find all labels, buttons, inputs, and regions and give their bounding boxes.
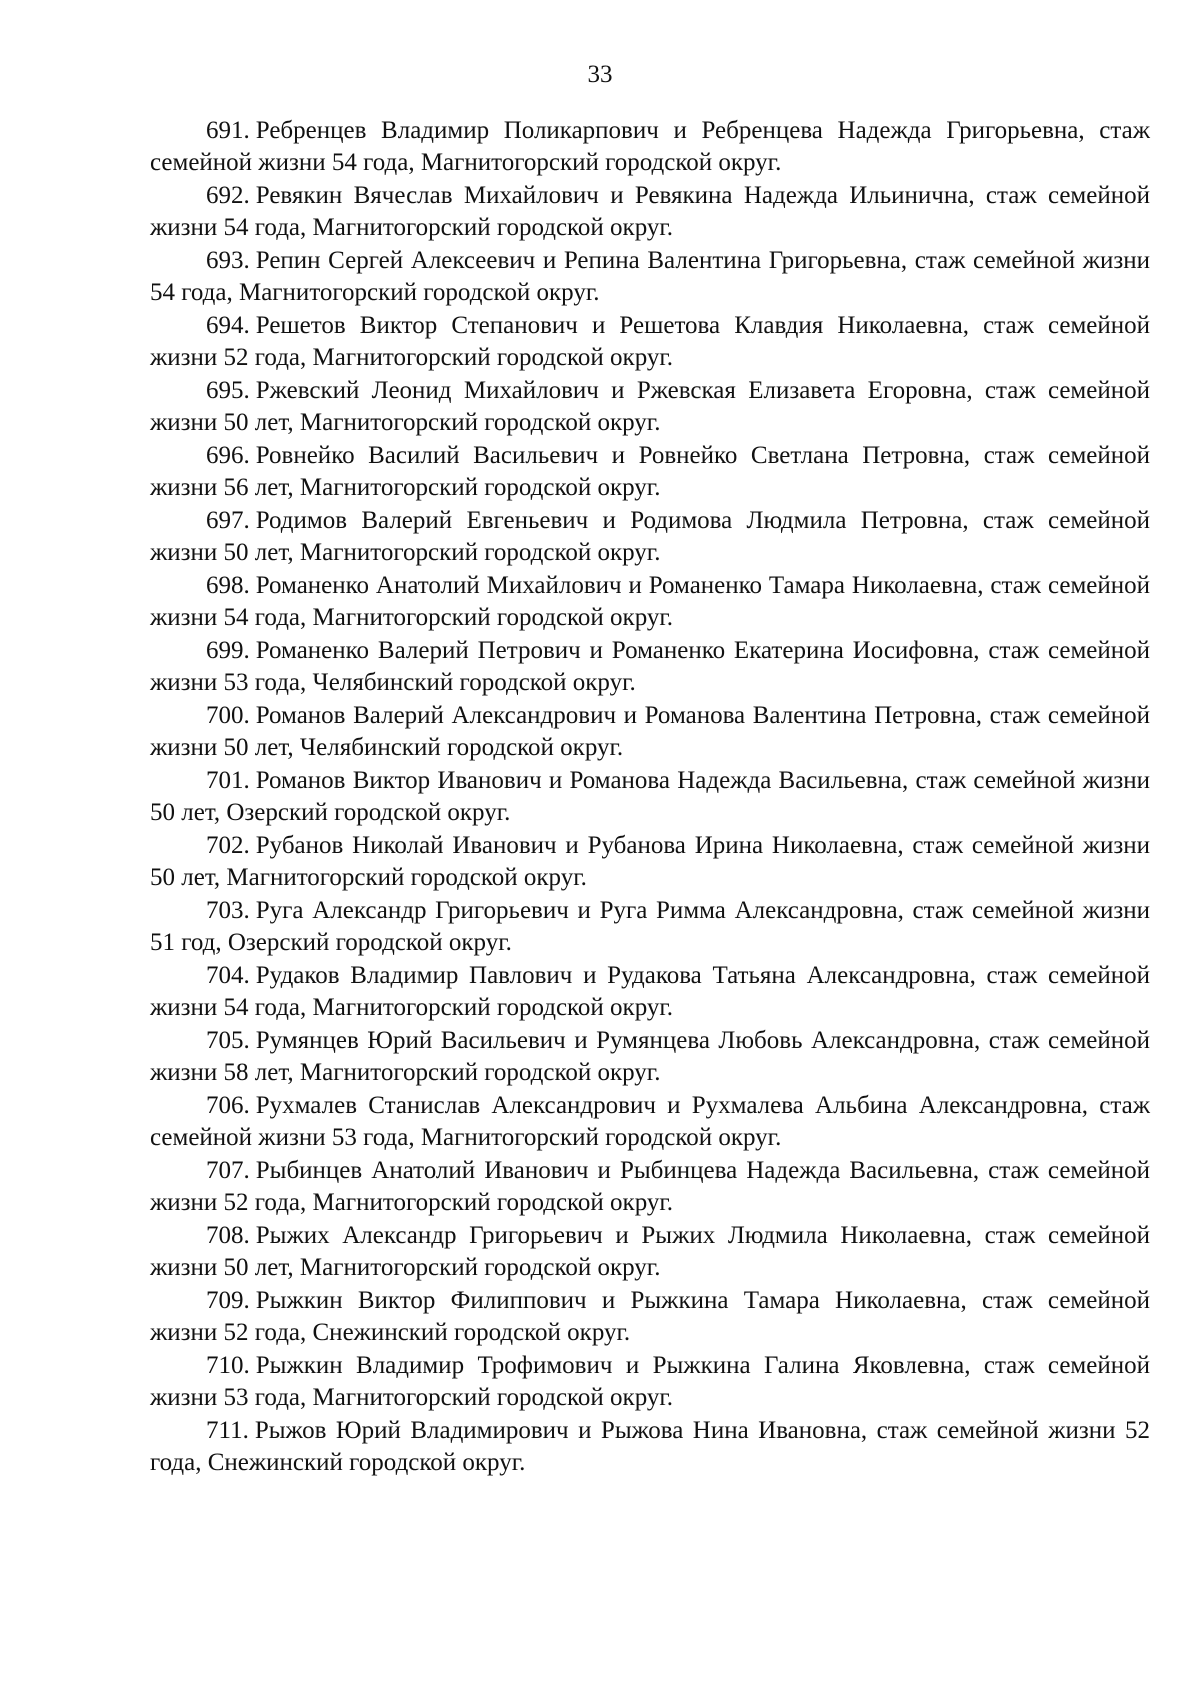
entry-number: 704.: [206, 962, 250, 989]
entry-text: Решетов Виктор Степанович и Решетова Клавдия Николаевна, стаж семейной жизни 52 года, Магнитогорский городской округ.: [150, 312, 1150, 371]
entry-number: 708.: [206, 1222, 250, 1249]
page-number: 33: [587, 61, 613, 88]
list-item: [150, 245, 1150, 309]
entry-text: Рыжов Юрий Владимирович и Рыжова Нина Ивановна, стаж семейной жизни 52 года, Снежинский городской округ.: [150, 1417, 1150, 1476]
list-item: [150, 765, 1150, 829]
list-item: [150, 895, 1150, 959]
entry-number: 705.: [206, 1027, 250, 1054]
entry-text: Романенко Анатолий Михайлович и Романенко Тамара Николаевна, стаж семейной жизни 54 года, Магнитогорский городской округ.: [150, 572, 1150, 631]
entry-number: 699.: [206, 637, 250, 664]
entry-text: Рыжкин Владимир Трофимович и Рыжкина Галина Яковлевна, стаж семейной жизни 53 года, Магнитогорский городской округ.: [150, 1352, 1150, 1411]
list-item: [150, 310, 1150, 374]
list-item: [150, 375, 1150, 439]
entry-number: 701.: [206, 767, 250, 794]
entry-number: 698.: [206, 572, 250, 599]
entry-number: 692.: [206, 182, 250, 209]
entry-number: 706.: [206, 1092, 250, 1119]
entry-number: 691.: [206, 117, 250, 144]
list-item: [150, 1285, 1150, 1349]
list-item: [150, 960, 1150, 1024]
list-item: [150, 505, 1150, 569]
entry-text: Рыбинцев Анатолий Иванович и Рыбинцева Надежда Васильевна, стаж семейной жизни 52 года, Магнитогорский городской округ.: [150, 1157, 1150, 1216]
list-item: [150, 700, 1150, 764]
entry-number: 700.: [206, 702, 250, 729]
entry-text: Рухмалев Станислав Александрович и Рухмалева Альбина Александровна, стаж семейной жизни 53 года, Магнитогорский городской округ.: [150, 1092, 1150, 1151]
list-item: [150, 180, 1150, 244]
entry-number: 695.: [206, 377, 250, 404]
list-item: [150, 1220, 1150, 1284]
entry-text: Романенко Валерий Петрович и Романенко Екатерина Иосифовна, стаж семейной жизни 53 года, Челябинский городской округ.: [150, 637, 1150, 696]
entry-number: 693.: [206, 247, 250, 274]
list-item: [150, 115, 1150, 179]
entry-number: 703.: [206, 897, 250, 924]
entry-text: Рудаков Владимир Павлович и Рудакова Татьяна Александровна, стаж семейной жизни 54 года, Магнитогорский городской округ.: [150, 962, 1150, 1021]
entry-text: Романов Виктор Иванович и Романова Надежда Васильевна, стаж семейной жизни 50 лет, Озерский городской округ.: [150, 767, 1150, 826]
entry-number: 711.: [206, 1417, 249, 1444]
entry-number: 710.: [206, 1352, 250, 1379]
entry-number: 697.: [206, 507, 250, 534]
entry-text: Романов Валерий Александрович и Романова Валентина Петровна, стаж семейной жизни 50 лет, Челябинский городской округ.: [150, 702, 1150, 761]
entry-number: 709.: [206, 1287, 250, 1314]
entry-number: 702.: [206, 832, 250, 859]
list-item: [150, 635, 1150, 699]
list-item: [150, 1350, 1150, 1414]
entry-text: Репин Сергей Алексеевич и Репина Валентина Григорьевна, стаж семейной жизни 54 года, Магнитогорский городской округ.: [150, 247, 1150, 306]
entry-text: Ревякин Вячеслав Михайлович и Ревякина Надежда Ильинична, стаж семейной жизни 54 года, Магнитогорский городской округ.: [150, 182, 1150, 241]
entry-text: Рубанов Николай Иванович и Рубанова Ирина Николаевна, стаж семейной жизни 50 лет, Магнитогорский городской округ.: [150, 832, 1150, 891]
list-item: [150, 440, 1150, 504]
entry-text: Рыжкин Виктор Филиппович и Рыжкина Тамара Николаевна, стаж семейной жизни 52 года, Снежинский городской округ.: [150, 1287, 1150, 1346]
entry-text: Родимов Валерий Евгеньевич и Родимова Людмила Петровна, стаж семейной жизни 50 лет, Магнитогорский городской округ.: [150, 507, 1150, 566]
list-item: [150, 1090, 1150, 1154]
list-item: [150, 1415, 1150, 1479]
entry-number: 707.: [206, 1157, 250, 1184]
entry-text: Румянцев Юрий Васильевич и Румянцева Любовь Александровна, стаж семейной жизни 58 лет, Магнитогорский городской округ.: [150, 1027, 1150, 1086]
entry-number: 694.: [206, 312, 250, 339]
entry-text: Руга Александр Григорьевич и Руга Римма Александровна, стаж семейной жизни 51 год, Озерский городской округ.: [150, 897, 1150, 956]
entry-text: Ребренцев Владимир Поликарпович и Ребренцева Надежда Григорьевна, стаж семейной жизни 54 года, Магнитогорский городской округ.: [150, 117, 1150, 176]
list-item: [150, 830, 1150, 894]
list-item: [150, 1025, 1150, 1089]
entry-number: 696.: [206, 442, 250, 469]
list-item: [150, 1155, 1150, 1219]
entry-text: Рыжих Александр Григорьевич и Рыжих Людмила Николаевна, стаж семейной жизни 50 лет, Магнитогорский городской округ.: [150, 1222, 1150, 1281]
list-item: [150, 570, 1150, 634]
entry-text: Ржевский Леонид Михайлович и Ржевская Елизавета Егоровна, стаж семейной жизни 50 лет, Магнитогорский городской округ.: [150, 377, 1150, 436]
entry-list: [150, 115, 1150, 1480]
entry-text: Ровнейко Василий Васильевич и Ровнейко Светлана Петровна, стаж семейной жизни 56 лет, Магнитогорский городской округ.: [150, 442, 1150, 501]
